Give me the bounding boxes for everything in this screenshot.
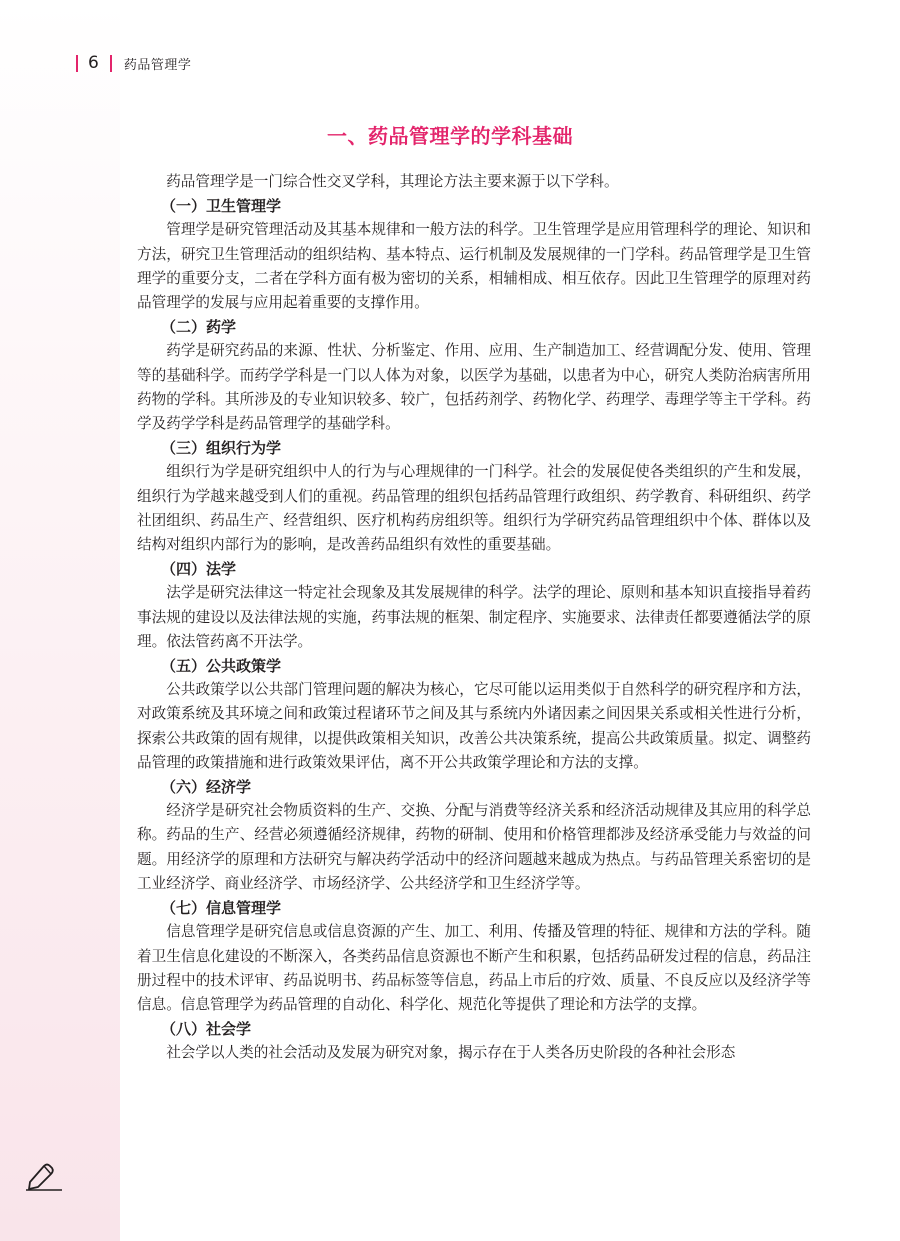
subsection-heading-7: （七）信息管理学 xyxy=(161,899,282,918)
subsection-heading-2: （二）药学 xyxy=(161,318,237,337)
subsection-heading-1: （一）卫生管理学 xyxy=(161,197,282,216)
intro-paragraph: 药品管理学是一门综合性交叉学科，其理论方法主要来源于以下学科。 xyxy=(166,173,619,190)
page-header xyxy=(76,52,191,74)
side-band xyxy=(0,0,120,1241)
header-bar-left xyxy=(76,55,78,72)
subsection-text-7: 信息管理学是研究信息或信息资源的产生、加工、利用、传播及管理的特征、规律和方法的学科。随着卫生信息化建设的不断深入，各类药品信息资源也不断产生和积累，包括药品研发过程的信息，药品注册过程中的技术评审、药品说明书、药品标签等信息，药品上市后的疗效、质量、不良反应以及经济学等信息。信息管理学为药品管理的自动化、科学化、规范化等提供了理论和方法学的支撑。 xyxy=(137,923,811,1013)
subsection-heading-4: （四）法学 xyxy=(161,560,237,579)
subsection-text-3: 组织行为学是研究组织中人的行为与心理规律的一门科学。社会的发展促使各类组织的产生和发展，组织行为学越来越受到人们的重视。药品管理的组织包括药品管理行政组织、药学教育、科研组织、药学社团组织、药品生产、经营组织、医疗机构药房组织等。组织行为学研究药品管理组织中个体、群体以及结构对组织内部行为的影响，是改善药品组织有效性的重要基础。 xyxy=(137,463,811,554)
subsection-heading-5: （五）公共政策学 xyxy=(161,657,282,676)
subsection-text-8: 社会学以人类的社会活动及发展为研究对象，揭示存在于人类各历史阶段的各种社会形态 xyxy=(166,1044,736,1062)
subsection-text-5: 公共政策学以公共部门管理问题的解决为核心，它尽可能以运用类似于自然科学的研究程序和方法，对政策系统及其环境之间和政策过程诸环节之间及其与系统内外诸因素之间因果关系或相关性进行分析，探索公共政策的固有规律，以提供政策相关知识，改善公共决策系统，提高公共政策质量。拟定、调整药品管理的政策措施和进行政策效果评估，离不开公共政策学理论和方法的支撑。 xyxy=(137,681,811,771)
section-title: 一、药品管理学的学科基础 xyxy=(327,124,573,148)
subsection-heading-3: （三）组织行为学 xyxy=(161,439,282,458)
subsection-text-2: 药学是研究药品的来源、性状、分析鉴定、作用、应用、生产制造加工、经营调配分发、使用、管理等的基础科学。而药学学科是一门以人体为对象，以医学为基础，以患者为中心，研究人类防治病害所用药物的学科。其所涉及的专业知识较多、较广，包括药剂学、药物化学、药理学、毒理学等主干学科。药学及药学学科是药品管理学的基础学科。 xyxy=(137,342,811,433)
running-title: 药品管理学 xyxy=(123,57,192,73)
subsection-heading-6: （六）经济学 xyxy=(161,778,252,797)
subsection-heading-8: （八）社会学 xyxy=(161,1020,252,1039)
subsection-text-1: 管理学是研究管理活动及其基本规律和一般方法的科学。卫生管理学是应用管理科学的理论、知识和方法，研究卫生管理活动的组织结构、基本特点、运行机制及发展规律的一门学科。药品管理学是卫生管理学的重要分支，二者在学科方面有极为密切的关系，相辅相成、相互依存。因此卫生管理学的原理对药品管理学的发展与应用起着重要的支撑作用。 xyxy=(137,221,811,312)
subsection-text-6: 经济学是研究社会物质资料的生产、交换、分配与消费等经济关系和经济活动规律及其应用的科学总称。药品的生产、经营必须遵循经济规律，药物的研制、使用和价格管理都涉及经济承受能力与效益的问题。用经济学的原理和方法研究与解决药学活动中的经济问题越来越成为热点。与药品管理关系密切的是工业经济学、商业经济学、市场经济学、公共经济学和卫生经济学等。 xyxy=(137,802,811,892)
pen-writing-icon xyxy=(24,1160,64,1192)
page-number: 6 xyxy=(88,53,99,73)
header-bar-right xyxy=(110,55,112,72)
content-body xyxy=(137,170,811,1066)
subsection-text-4: 法学是研究法律这一特定社会现象及其发展规律的科学。法学的理论、原则和基本知识直接指导着药事法规的建设以及法律法规的实施，药事法规的框架、制定程序、实施要求、法律责任都要遵循法学的原理。依法管药离不开法学。 xyxy=(137,584,811,650)
